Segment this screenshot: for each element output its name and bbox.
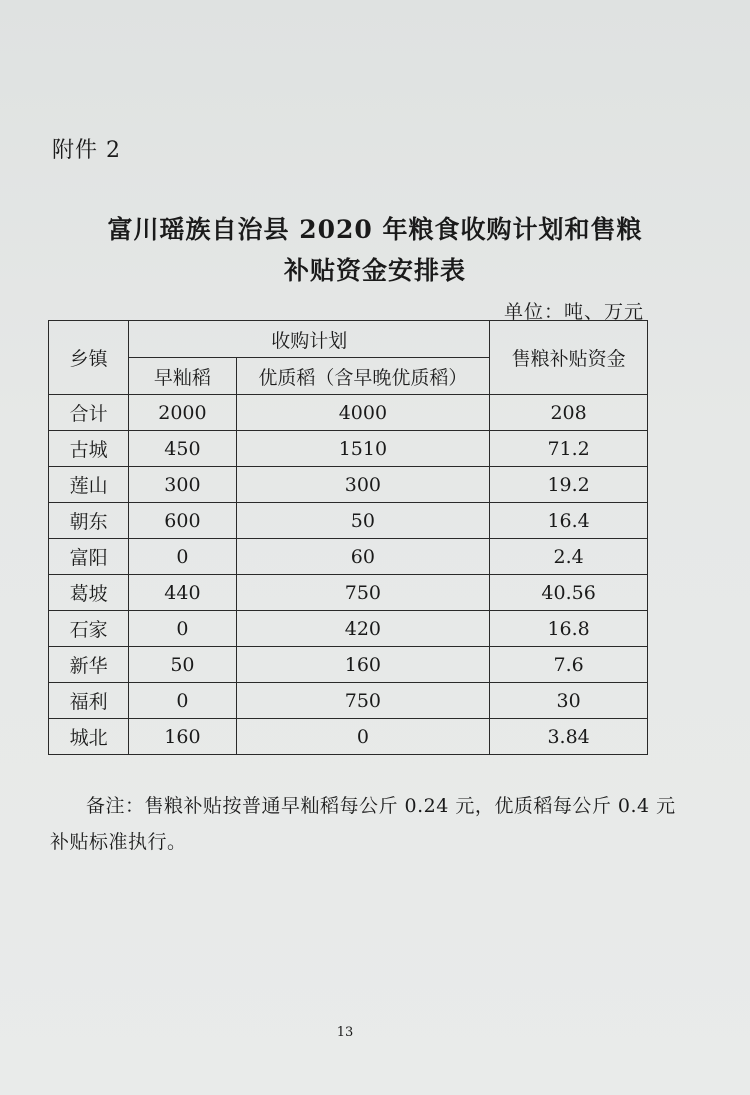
cell-quality-rice: 750 — [236, 575, 490, 611]
cell-early-rice: 160 — [129, 719, 236, 755]
table-row — [49, 539, 648, 575]
cell-subsidy: 71.2 — [490, 431, 648, 467]
table-row — [49, 647, 648, 683]
document-title-line-2: 补贴资金安排表 — [283, 256, 466, 285]
cell-early-rice: 0 — [129, 683, 236, 719]
document-title-line-1: 富川瑶族自治县 2020 年粮食收购计划和售粮 — [107, 215, 643, 244]
cell-town: 石家 — [49, 611, 129, 647]
cell-town: 城北 — [49, 719, 129, 755]
cell-quality-rice: 1510 — [236, 431, 490, 467]
cell-subsidy: 30 — [490, 683, 648, 719]
table-row — [49, 719, 648, 755]
cell-town: 富阳 — [49, 539, 129, 575]
cell-quality-rice: 50 — [236, 503, 490, 539]
attachment-label: 附件 2 — [52, 138, 121, 163]
cell-early-rice: 50 — [129, 647, 236, 683]
cell-subsidy: 19.2 — [490, 467, 648, 503]
cell-quality-rice: 60 — [236, 539, 490, 575]
cell-early-rice: 600 — [129, 503, 236, 539]
cell-early-rice: 450 — [129, 431, 236, 467]
cell-early-rice: 2000 — [129, 395, 236, 431]
cell-town: 福利 — [49, 683, 129, 719]
cell-quality-rice: 0 — [236, 719, 490, 755]
cell-subsidy: 208 — [490, 395, 648, 431]
cell-town: 莲山 — [49, 467, 129, 503]
cell-town: 新华 — [49, 647, 129, 683]
table-row — [49, 467, 648, 503]
table-row — [49, 683, 648, 719]
table-row — [49, 395, 648, 431]
table-row — [49, 611, 648, 647]
cell-early-rice: 300 — [129, 467, 236, 503]
cell-early-rice: 0 — [129, 611, 236, 647]
allocation-table — [48, 320, 648, 755]
header-quality-rice: 优质稻（含早晚优质稻） — [236, 358, 490, 395]
header-purchase-plan: 收购计划 — [129, 321, 490, 358]
table-row — [49, 575, 648, 611]
cell-subsidy: 7.6 — [490, 647, 648, 683]
cell-town: 合计 — [49, 395, 129, 431]
cell-subsidy: 40.56 — [490, 575, 648, 611]
cell-subsidy: 2.4 — [490, 539, 648, 575]
cell-quality-rice: 160 — [236, 647, 490, 683]
cell-quality-rice: 750 — [236, 683, 490, 719]
cell-subsidy: 16.4 — [490, 503, 648, 539]
cell-town: 古城 — [49, 431, 129, 467]
cell-subsidy: 16.8 — [490, 611, 648, 647]
cell-town: 朝东 — [49, 503, 129, 539]
unit-label: 单位：吨、万元 — [503, 301, 644, 323]
table-row — [49, 503, 648, 539]
header-subsidy: 售粮补贴资金 — [490, 321, 648, 395]
header-early-rice: 早籼稻 — [129, 358, 236, 395]
remark-note: 备注：售粮补贴按普通早籼稻每公斤 0.24 元，优质稻每公斤 0.4 元补贴标准执行。 — [50, 795, 676, 853]
cell-early-rice: 0 — [129, 539, 236, 575]
cell-quality-rice: 420 — [236, 611, 490, 647]
cell-town: 葛坡 — [49, 575, 129, 611]
cell-quality-rice: 300 — [236, 467, 490, 503]
cell-quality-rice: 4000 — [236, 395, 490, 431]
header-town: 乡镇 — [49, 321, 129, 395]
page-number: 13 — [336, 1025, 354, 1040]
table-row — [49, 431, 648, 467]
cell-early-rice: 440 — [129, 575, 236, 611]
cell-subsidy: 3.84 — [490, 719, 648, 755]
